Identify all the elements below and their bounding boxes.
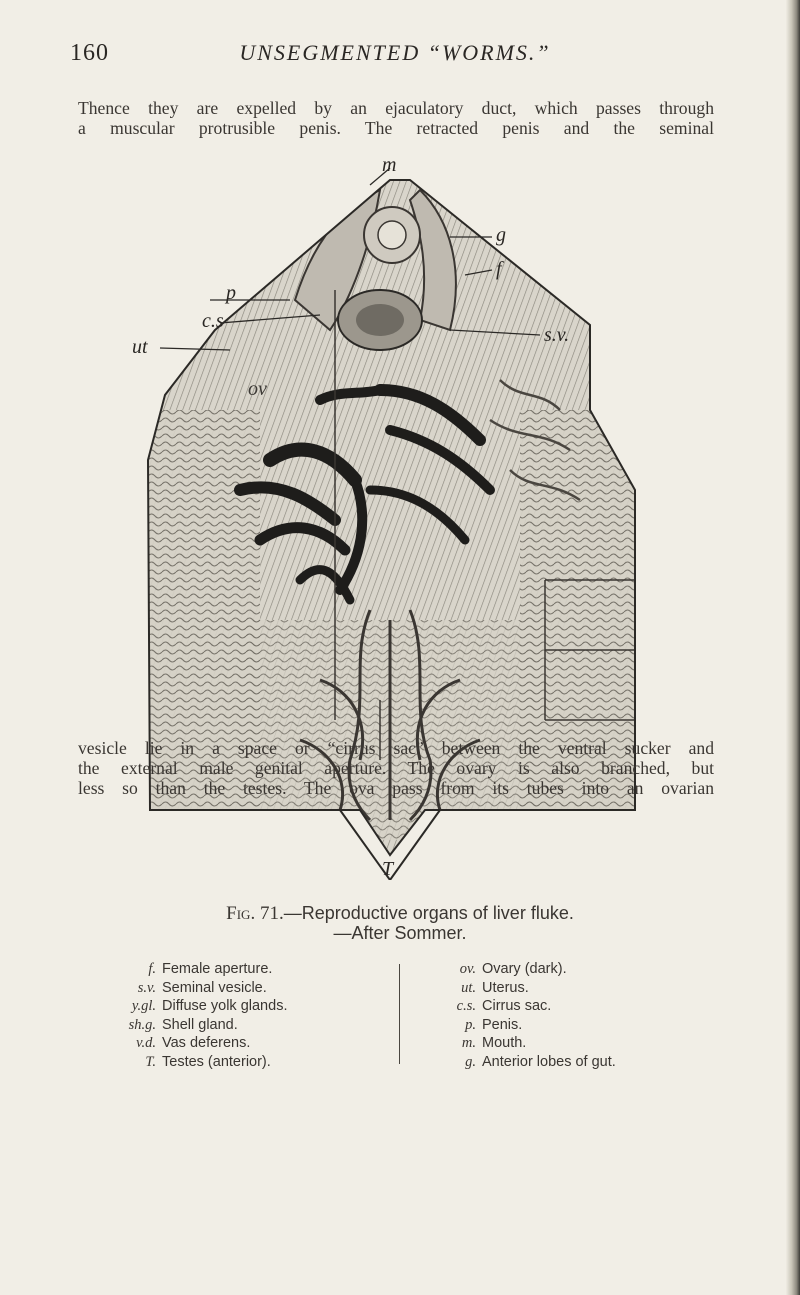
figure-label-p: p: [226, 282, 236, 304]
figure-label-ov: ov: [248, 378, 267, 400]
legend-divider: [399, 964, 400, 1064]
figure-caption-text: —Reproductive organs of liver fluke.: [283, 903, 574, 923]
figure-label-ut: ut: [132, 336, 148, 358]
figure-number: Fig. 71.: [226, 903, 284, 924]
paragraph-top: [78, 98, 714, 138]
legend-column-right: [438, 960, 698, 1071]
legend-item: c.s. Cirrus sac.: [456, 998, 552, 1014]
figure-caption-credit: —After Sommer.: [333, 923, 467, 943]
figure-legend: [108, 960, 688, 1072]
page-edge-shadow: [786, 0, 800, 1295]
legend-column-left: [108, 960, 378, 1071]
legend-item: v.d. Vas deferens.: [136, 1035, 251, 1051]
legend-item: g. Anterior lobes of gut.: [465, 1053, 616, 1070]
text-line: less so than the testes. The ova pass from its tubes into an ovarian: [78, 778, 714, 798]
figure-label-T: T: [382, 858, 394, 880]
figure-label-f: f: [496, 258, 502, 280]
figure-label-g: g: [496, 224, 506, 246]
legend-item: ut. Uterus.: [461, 979, 529, 996]
text-line: Thence they are expelled by an ejaculatory duct, which passes through: [78, 98, 714, 118]
page-number: 160: [70, 40, 109, 66]
figure-caption: [120, 903, 680, 925]
paragraph-bottom: [78, 738, 714, 798]
legend-item: T. Testes (anterior).: [145, 1053, 271, 1070]
running-head: UNSEGMENTED “WORMS.”: [239, 40, 551, 65]
legend-item: p. Penis.: [465, 1016, 523, 1033]
figure-label-cs: c.s: [202, 310, 224, 332]
legend-item: f. Female aperture.: [148, 961, 273, 977]
text-line: the external male genital aperture. The ovary is also branched, but: [78, 758, 714, 778]
text-line: a muscular protrusible penis. The retracted penis and the seminal: [78, 118, 714, 138]
legend-item: sh.g. Shell gland.: [128, 1016, 238, 1033]
legend-item: ov. Ovary (dark).: [459, 961, 567, 977]
figure-label-m: m: [382, 154, 397, 176]
legend-item: y.gl. Diffuse yolk glands.: [131, 998, 288, 1014]
text-line: vesicle lie in a space or “cirrus sac” between the ventral sucker and: [78, 738, 714, 758]
legend-item: s.v. Seminal vesicle.: [137, 979, 267, 996]
legend-item: m. Mouth.: [461, 1035, 527, 1051]
figure-label-sv: s.v.: [544, 324, 570, 346]
page-header: [70, 40, 720, 76]
